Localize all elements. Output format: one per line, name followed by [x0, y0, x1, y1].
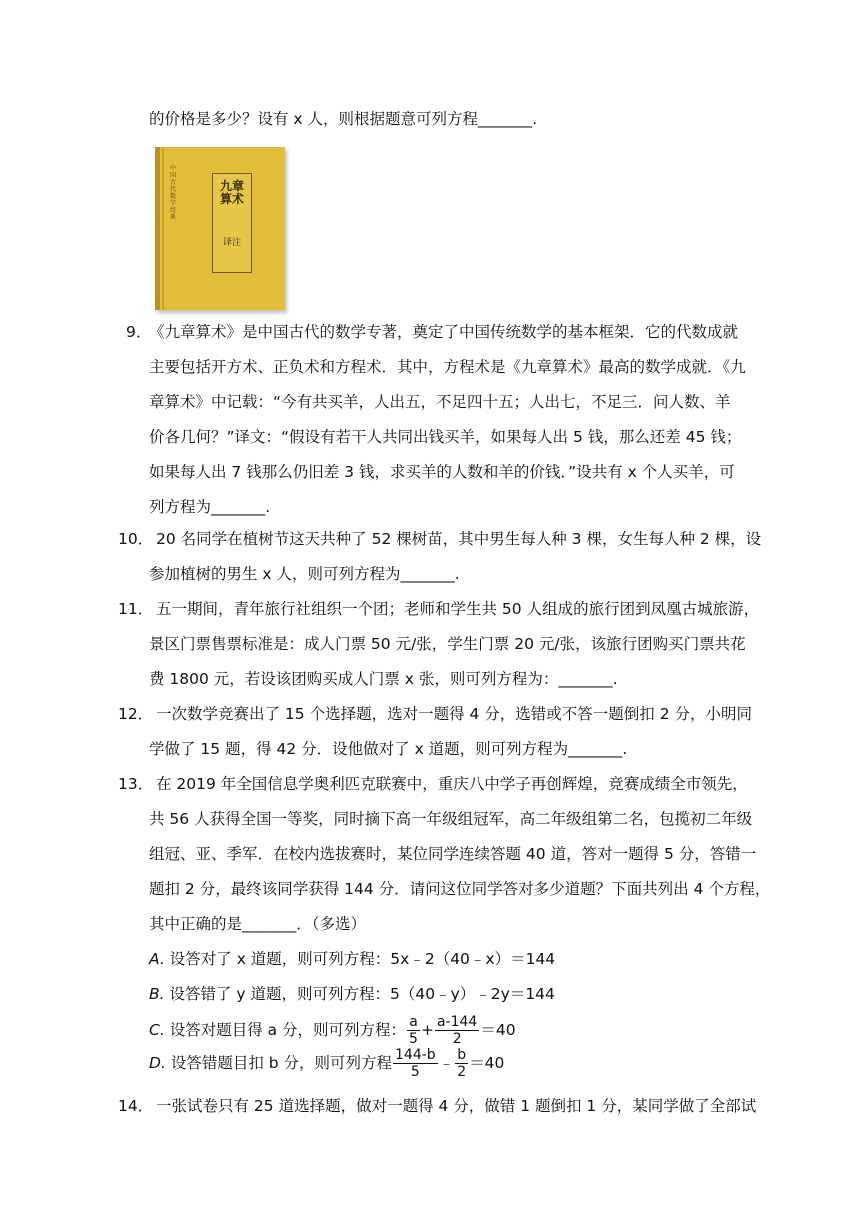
option-c-fraction-1	[407, 1014, 420, 1047]
q14-line-1: 一张试卷只有 25 道选择题，做对一题得 4 分，做错 1 题倒扣 1 分，某同学做了全部试	[156, 1097, 757, 1115]
q9-line-6: 列方程为_______.	[149, 498, 271, 516]
q10-line-2: 参加植树的男生 x 人，则可列方程为_______.	[149, 565, 460, 583]
option-c-operator: +	[420, 1021, 434, 1039]
q13-option-b	[149, 984, 555, 1004]
q10-number: 10．	[118, 530, 154, 548]
q9-line-2: 主要包括开方术、正负术和方程术．其中，方程术是《九章算术》最高的数学成就．《九	[149, 358, 746, 376]
q13-option-a	[149, 949, 555, 969]
option-d-prefix: 设答错题目扣 b 分，则可列方程	[170, 1054, 393, 1072]
option-c-fraction-2	[435, 1014, 479, 1047]
q11-line-1: 五一期间，青年旅行社组织一个团；老师和学生共 50 人组成的旅行团到凤凰古城旅游，	[156, 600, 760, 618]
option-d-fraction-1	[393, 1047, 438, 1080]
option-a-text: 设答对了 x 道题，则可列方程：5x﹣2（40﹣x）＝144	[169, 950, 556, 968]
q13-number: 13．	[118, 775, 154, 793]
fraction-numerator: b	[455, 1047, 468, 1064]
book-spine-stripe	[162, 147, 164, 310]
q14-number: 14．	[118, 1097, 154, 1115]
q13-option-d	[149, 1045, 504, 1085]
q11-line-3: 费 1800 元，若设该团购买成人门票 x 张，则可列方程为：_______.	[149, 670, 618, 688]
fraction-denominator: 2	[452, 1031, 462, 1047]
q12-line-2: 学做了 15 题，得 42 分．设他做对了 x 道题，则可列方程为_______.	[149, 740, 628, 758]
book-title-panel	[212, 173, 252, 273]
q9-line-3: 章算术》中记载：“今有共买羊，人出五，不足四十五；人出七，不足三．问人数、羊	[149, 393, 731, 411]
option-c-rhs: ＝40	[480, 1021, 516, 1039]
fraction-denominator: 5	[409, 1031, 418, 1047]
q13-line-1: 在 2019 年全国信息学奥利匹克联赛中，重庆八中学子再创辉煌，竞赛成绩全市领先，	[156, 775, 748, 793]
q12-number: 12．	[118, 705, 154, 723]
fraction-denominator: 2	[457, 1064, 467, 1080]
fraction-numerator: 144-b	[395, 1047, 436, 1063]
q10-line-1: 20 名同学在植树节这天共种了 52 棵树苗，其中男生每人种 3 棵，女生每人种 2 棵，设	[156, 530, 762, 548]
q9-line-5: 如果每人出 7 钱那么仍旧差 3 钱，求买羊的人数和羊的价钱．”设共有 x 个人买羊，可	[149, 463, 735, 481]
fraction-numerator: a	[407, 1014, 420, 1031]
option-a-letter: A.	[149, 950, 165, 968]
option-b-text: 设答错了 y 道题，则可列方程：5（40﹣y）﹣2y＝144	[169, 985, 555, 1003]
q13-line-5: 其中正确的是_______．（多选）	[149, 915, 367, 933]
option-d-fraction-2	[455, 1047, 468, 1080]
book-subtitle: 译注	[222, 238, 241, 248]
option-c-letter: C.	[149, 1021, 165, 1039]
q9-number: 9．	[126, 323, 152, 341]
q9-line-4: 价各几何？”译文：“假设有若干人共同出钱买羊，如果每人出 5 钱，那么还差 45 钱；	[149, 428, 742, 446]
q13-line-2: 共 56 人获得全国一等奖，同时摘下高一年级组冠军，高二年级组第二名，包揽初二年级	[149, 810, 753, 828]
book-cover-image	[155, 147, 285, 310]
option-b-letter: B.	[149, 985, 165, 1003]
option-d-rhs: ＝40	[469, 1054, 505, 1072]
option-c-prefix: 设答对题目得 a 分，则可列方程：	[169, 1021, 407, 1039]
book-title: 九章算术	[219, 179, 244, 206]
book-spine-text: 中国古代数学经典	[169, 165, 176, 221]
q11-number: 11．	[118, 600, 154, 618]
option-d-operator: ﹣	[438, 1054, 455, 1072]
q13-line-4: 题扣 2 分，最终该同学获得 144 分．请问这位同学答对多少道题？下面共列出 4 个方程，	[149, 880, 771, 898]
option-d-letter: D.	[149, 1054, 166, 1072]
q13-line-3: 组冠、亚、季军．在校内选拔赛时，某位同学连续答题 40 道，答对一题得 5 分，答错一	[149, 845, 757, 863]
intro-line: 的价格是多少？设有 x 人，则根据题意可列方程_______.	[149, 110, 538, 128]
fraction-numerator: a-144	[436, 1014, 478, 1030]
fraction-denominator: 5	[410, 1064, 420, 1080]
q11-line-2: 景区门票售票标准是：成人门票 50 元/张，学生门票 20 元/张，该旅行团购买门票共花	[149, 635, 746, 653]
q9-line-1: 《九章算术》是中国古代的数学专著，奠定了中国传统数学的基本框架．它的代数成就	[149, 323, 739, 341]
q12-line-1: 一次数学竞赛出了 15 个选择题，选对一题得 4 分，选错或不答一题倒扣 2 分，小明同	[156, 705, 753, 723]
